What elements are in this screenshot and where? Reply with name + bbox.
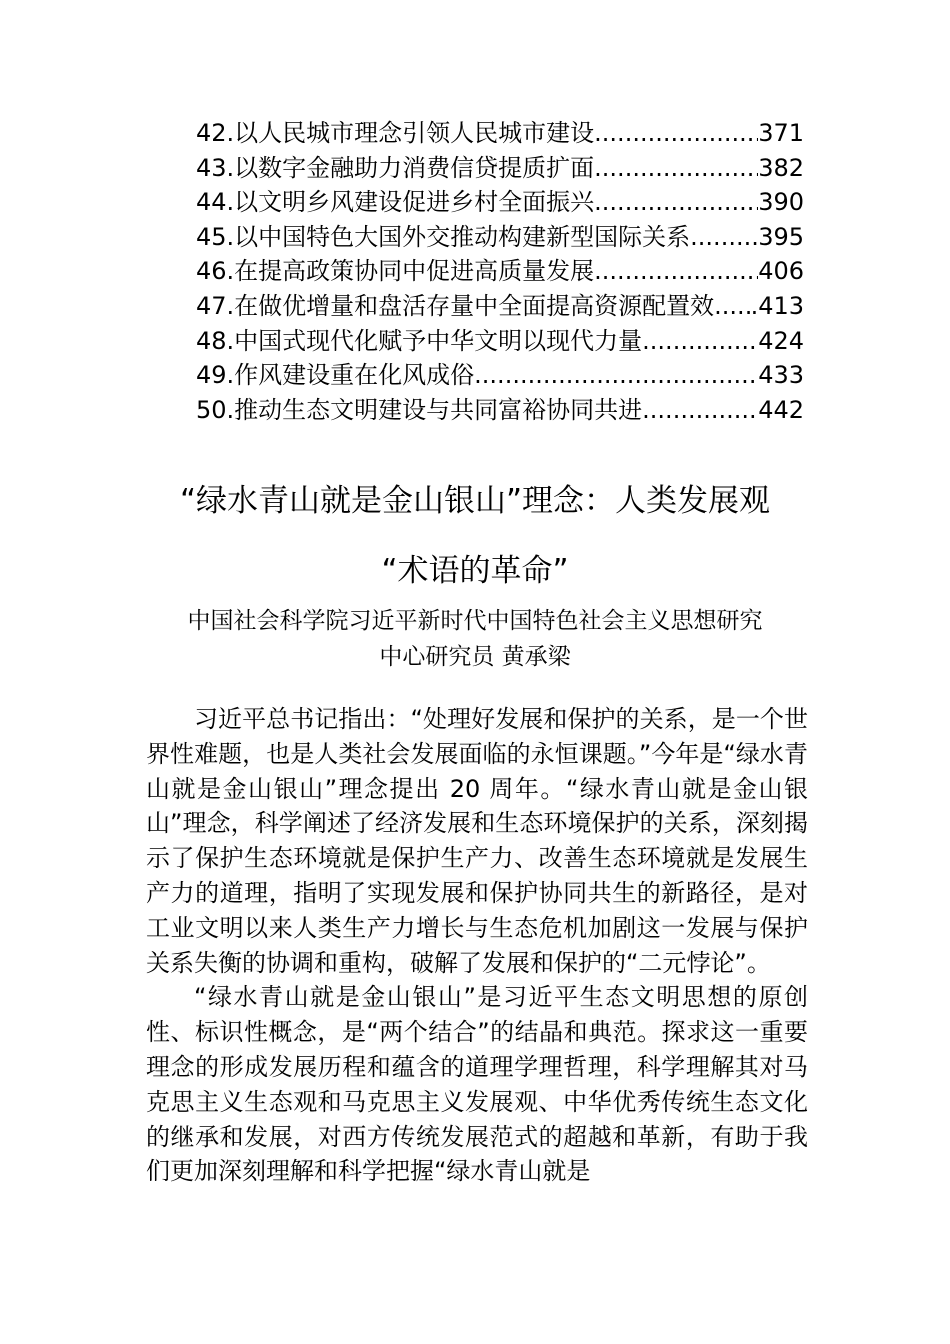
toc-entry[interactable] bbox=[196, 220, 804, 255]
toc-dot-leader bbox=[594, 151, 758, 186]
toc-dot-leader bbox=[594, 116, 758, 151]
toc-entry[interactable] bbox=[196, 116, 804, 151]
toc-entry-page: 390 bbox=[758, 188, 804, 217]
toc-entry-page: .413 bbox=[750, 291, 804, 320]
toc-entry-title: 48.中国式现代化赋予中华文明以现代力量 bbox=[196, 326, 643, 355]
toc-entry-title: 49.作风建设重在化风成俗 bbox=[196, 361, 475, 390]
toc-entry-title: 43.以数字金融助力消费信贷提质扩面 bbox=[196, 153, 595, 182]
body-paragraph: “绿水青山就是金山银山”是习近平生态文明思想的原创性、标识性概念，是“两个结合”的结晶和典范。探求这一重要理念的形成发展历程和蕴含的道理学理哲理，科学理解其对马克思主义生态观和马克思主义发展观、中华优秀传统生态文化的继承和发展，对西方传统发展范式的超越和革新，有助于我们更加深刻理解和科学把握“绿水青山就是 bbox=[146, 983, 808, 1186]
author-name: 中心研究员 黄承梁 bbox=[379, 644, 571, 670]
toc-entry[interactable] bbox=[196, 358, 804, 393]
toc-entry[interactable] bbox=[196, 289, 804, 324]
toc-dot-leader bbox=[642, 324, 758, 359]
toc-entry-page: 371 bbox=[758, 119, 804, 147]
toc-entry-page: 433 bbox=[758, 361, 804, 390]
toc-entry-page: 406 bbox=[758, 257, 804, 286]
article-title-line-2: “术语的革命” bbox=[381, 553, 569, 589]
toc-entry-page: 442 bbox=[758, 395, 804, 424]
toc-entry[interactable] bbox=[196, 151, 804, 186]
toc-entry[interactable] bbox=[196, 185, 804, 220]
toc-entry-page: 424 bbox=[758, 326, 804, 355]
toc-entry-title: 50.推动生态文明建设与共同富裕协同共进 bbox=[196, 395, 643, 424]
toc-entry-title: 42.以人民城市理念引领人民城市建设 bbox=[196, 119, 595, 147]
toc-entry[interactable] bbox=[196, 324, 804, 359]
toc-dot-leader bbox=[690, 220, 758, 255]
toc-dot-leader bbox=[594, 254, 758, 289]
toc-entry-title: 47.在做优增量和盘活存量中全面提高资源配置效 bbox=[196, 291, 715, 320]
toc-entry[interactable] bbox=[196, 393, 804, 428]
toc-entry-page: 395 bbox=[758, 222, 804, 251]
body-paragraph: 习近平总书记指出：“处理好发展和保护的关系，是一个世界性难题，也是人类社会发展面临的永恒课题。”今年是“绿水青山就是金山银山”理念提出 20 周年。“绿水青山就是金山银山”理念，科学阐述了经济发展和生态环境保护的关系，深刻揭示了保护生态环境就是保护生产力、改善生态环境就是发展生产力的道理，指明了实现发展和保护协同共生的新路径，是对工业文明以来人类生产力增长与生态危机加剧这一发展与保护关系失衡的协调和重构，破解了发展和保护的“二元悖论”。 bbox=[146, 705, 808, 977]
toc-dot-leader bbox=[594, 185, 758, 220]
toc-entry-page: 382 bbox=[758, 153, 804, 182]
table-of-contents bbox=[196, 116, 804, 427]
author-affiliation: 中国社会科学院习近平新时代中国特色社会主义思想研究 bbox=[187, 608, 763, 634]
toc-entry-title: 46.在提高政策协同中促进高质量发展 bbox=[196, 257, 595, 286]
toc-entry[interactable] bbox=[196, 254, 804, 289]
toc-dot-leader bbox=[474, 358, 758, 393]
toc-dot-leader bbox=[642, 393, 758, 428]
toc-entry-title: 44.以文明乡风建设促进乡村全面振兴 bbox=[196, 188, 595, 217]
toc-dot-leader bbox=[714, 289, 750, 324]
article-title-line-1: “绿水青山就是金山银山”理念：人类发展观 bbox=[179, 483, 771, 519]
toc-entry-title: 45.以中国特色大国外交推动构建新型国际关系 bbox=[196, 222, 691, 251]
article-body bbox=[146, 702, 808, 1189]
